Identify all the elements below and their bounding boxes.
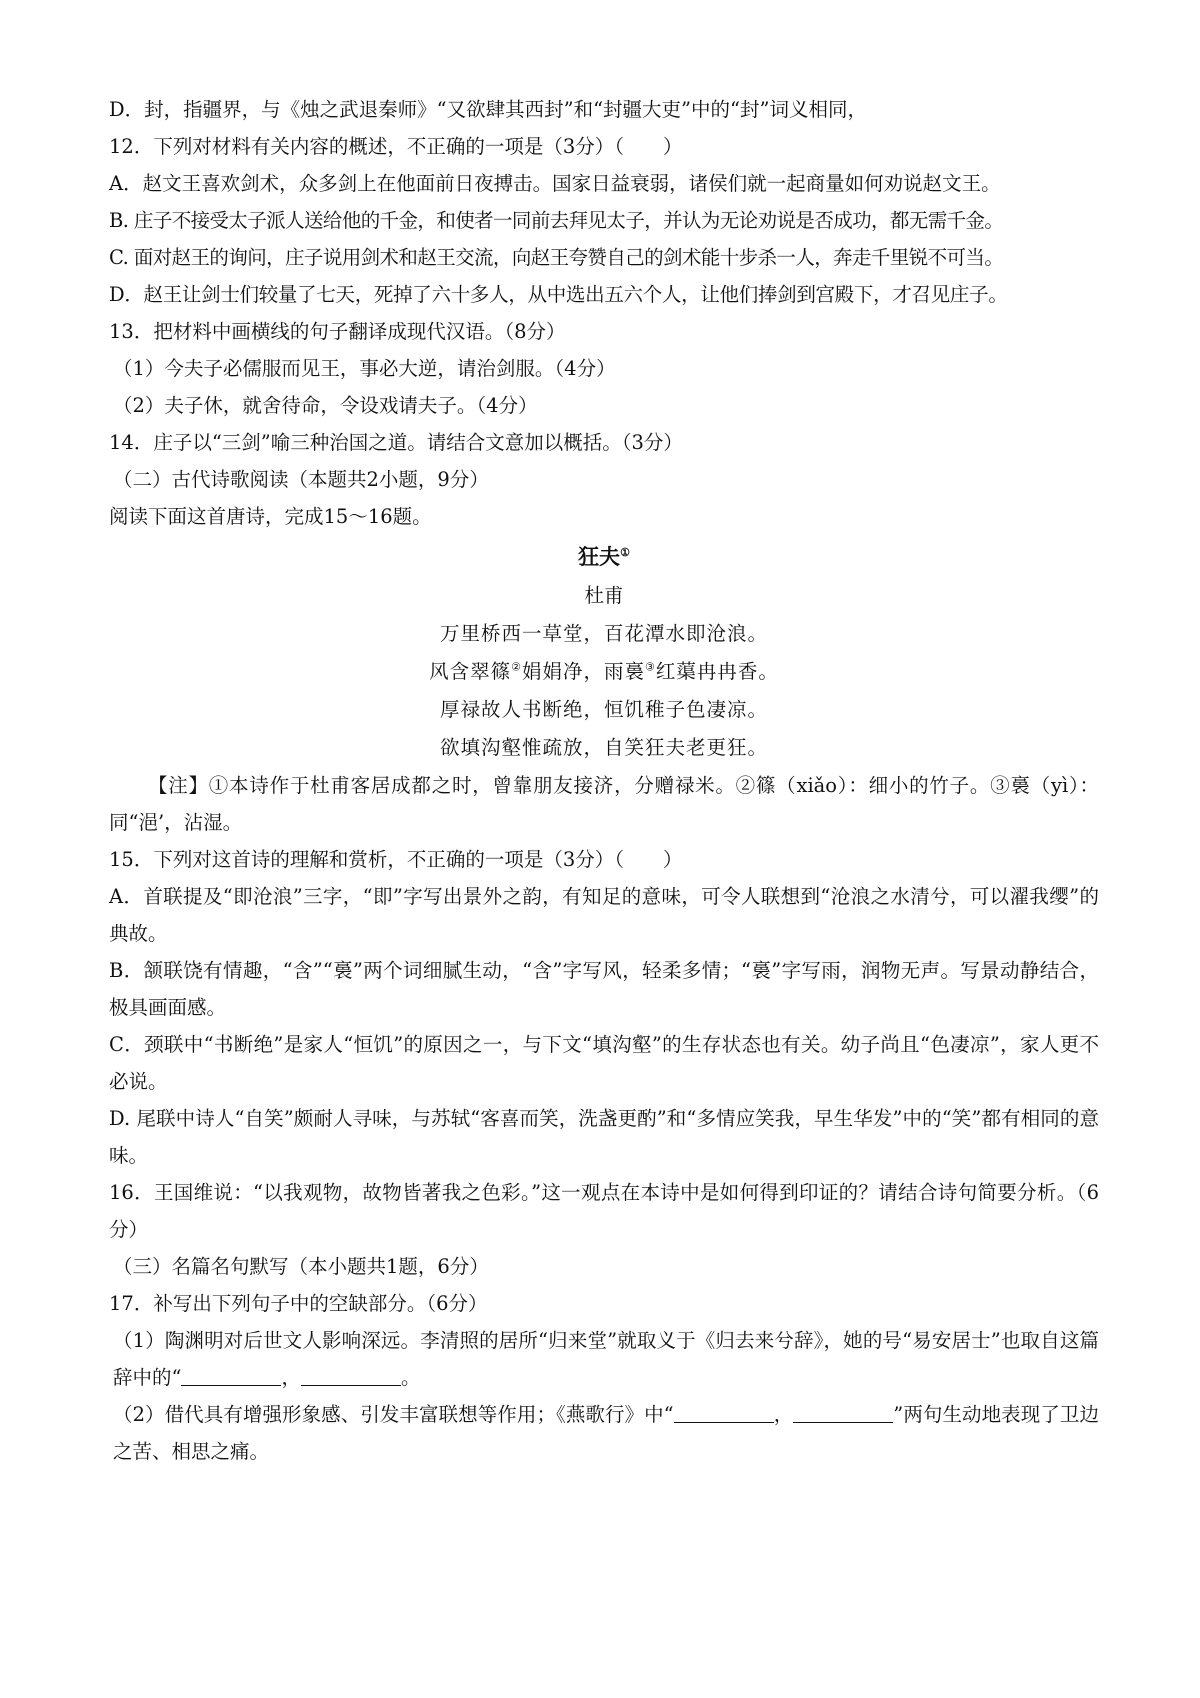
poem-line-2-part-a: 风含翠篠: [429, 660, 512, 683]
q14-stem: 14．庄子以“三剑”喻三种治国之道。请结合文意加以概括。（3分）: [109, 431, 683, 454]
note-mark-2: ②: [511, 660, 522, 674]
end-mark: 。: [401, 1366, 421, 1389]
q12-option-d: D．赵王让剑士们较量了七天，死掉了六十多人，从中选出五六个人，让他们捧剑到宫殿下，才召见庄子。: [109, 283, 1008, 306]
q15-option-a: A．首联提及“即沧浪”三字，“即”字写出景外之韵，有知足的意味，可令人联想到“沧浪之水清兮，可以濯我缨”的典故。: [109, 885, 1099, 945]
q12-stem: 12．下列对材料有关内容的概述，不正确的一项是（3分）（ ）: [109, 135, 683, 158]
q17-stem: 17．补写出下列句子中的空缺部分。（6分）: [109, 1292, 488, 1315]
answer-blank[interactable]: [181, 1365, 281, 1386]
q17-item-2-text: （2）借代具有增强形象感、引发丰富联想等作用；《燕歌行》中“: [113, 1403, 674, 1426]
q12-option-a: A．赵文王喜欢剑术，众多剑上在他面前日夜搏击。国家日益衰弱，诸侯们就一起商量如何劝说赵文王。: [109, 172, 1001, 195]
poem-author: 杜甫: [584, 584, 624, 607]
q15-stem: 15．下列对这首诗的理解和赏析，不正确的一项是（3分）（ ）: [109, 848, 683, 871]
poem-title-text: 狂夫: [578, 544, 621, 569]
section2-heading: （二）古代诗歌阅读（本题共2小题，9分）: [113, 468, 489, 491]
note-mark-3: ③: [645, 660, 656, 674]
q15-option-d: D. 尾联中诗人“自笑”颇耐人寻味，与苏轼“客喜而笑，洗盏更酌”和“多情应笑我，早生华发”中的“笑”都有相同的意味。: [109, 1107, 1099, 1167]
q16-stem: 16．王国维说：“以我观物，故物皆著我之色彩。”这一观点在本诗中是如何得到印证的？请结合诗句简要分析。（6分）: [109, 1181, 1099, 1241]
q15-option-c: C．颈联中“书断绝”是家人“恒饥”的原因之一，与下文“填沟壑”的生存状态也有关。幼子尚且“色凄凉”，家人更不必说。: [109, 1033, 1099, 1093]
poem-title: [109, 537, 1099, 577]
q11-option-d: D．封，指疆界，与《烛之武退秦师》“又欲肆其西封”和“封疆大吏”中的“封”词义相同，: [109, 98, 867, 121]
q15-option-b: B．颔联饶有情趣，“含”“裛”两个词细腻生动，“含”字写风，轻柔多情；“裛”字写雨，润物无声。写景动静结合，极具画面感。: [109, 959, 1099, 1019]
q17-item-1: [109, 1322, 1099, 1396]
q17-item-1-text: （1）陶渊明对后世文人影响深远。李清照的居所“归来堂”就取义于《归去来兮辞》，她的号“易安居士”也取自这篇辞中的“: [113, 1329, 1099, 1389]
poem-title-note-mark: ①: [620, 546, 630, 559]
answer-blank[interactable]: [301, 1365, 401, 1386]
q12-option-b: B. 庄子不接受太子派人送给他的千金，和使者一同前去拜见太子，并认为无论劝说是否成功，都无需千金。: [109, 209, 1004, 232]
section2-instruction: 阅读下面这首唐诗，完成15～16题。: [109, 505, 432, 528]
poem-line-2-part-c: 红蕖冉冉香。: [655, 660, 779, 683]
poem-line-2: [109, 653, 1099, 691]
separator: ，: [773, 1403, 794, 1426]
answer-blank[interactable]: [793, 1402, 893, 1423]
poem-line-2-part-b: 娟娟净，雨裛: [521, 660, 645, 683]
answer-blank[interactable]: [674, 1402, 774, 1423]
q17-item-2: [109, 1396, 1099, 1470]
q13-stem: 13．把材料中画横线的句子翻译成现代汉语。（8分）: [109, 320, 566, 343]
q12-option-c: C. 面对赵王的询问，庄子说用剑术和赵王交流，向赵王夸赞自己的剑术能十步杀一人，奔走千里锐不可当。: [109, 246, 1004, 269]
separator: ，: [281, 1366, 301, 1389]
q17-item-2-end: ”两句生动地表现了卫边之苦、相思之痛。: [113, 1403, 1099, 1463]
exam-page: [109, 91, 1099, 1470]
poem-line-1: 万里桥西一草堂，百花潭水即沧浪。: [439, 622, 768, 645]
poem-line-4: 欲填沟壑惟疏放，自笑狂夫老更狂。: [439, 736, 768, 759]
section3-heading: （三）名篇名句默写（本小题共1题，6分）: [113, 1255, 489, 1278]
poem-line-3: 厚禄故人书断绝，恒饥稚子色凄凉。: [439, 698, 768, 721]
q13-item-1: （1）今夫子必儒服而见王，事必大逆，请治剑服。（4分）: [113, 357, 616, 380]
poem-note: 【注】①本诗作于杜甫客居成都之时，曾靠朋友接济，分赠禄米。②篠（xiǎo）：细小的竹子。③裛（yì）：同“浥’，沾湿。: [109, 774, 1099, 834]
q13-item-2: （2）夫子休，就舍待命，令设戏请夫子。（4分）: [113, 394, 538, 417]
